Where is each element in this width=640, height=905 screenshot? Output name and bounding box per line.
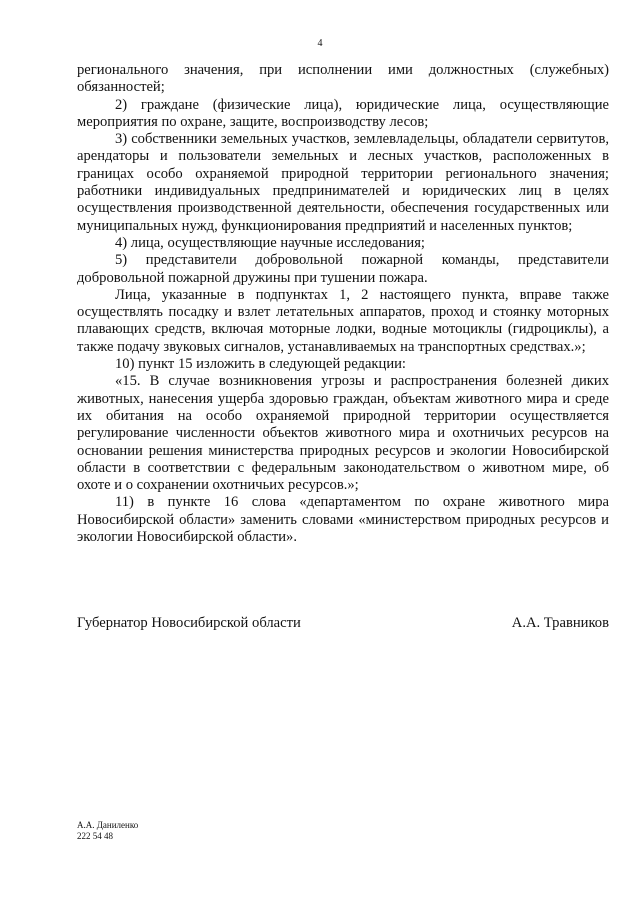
executor-name: А.А. Даниленко (77, 820, 139, 830)
executor-block (77, 820, 138, 842)
signatory-name: А.А. Травников (511, 615, 609, 631)
amendment-11: 11) в пункте 16 слова «департаментом по охране животного мира Новосибирской области» заменить словами «министерством природных ресурсов и экологии Новосибирской области». (77, 494, 609, 546)
list-item-5: 5) представители добровольной пожарной команды, представители добровольной пожарной дружины при тушении пожара. (77, 252, 609, 286)
executor-phone: 222 54 48 (77, 831, 113, 841)
amendment-10: 10) пункт 15 изложить в следующей редакции: (115, 356, 406, 373)
document-body (77, 62, 609, 546)
amendment-10-text: «15. В случае возникновения угрозы и распространения болезней диких животных, нанесения ущерба здоровью граждан, объектам животного мира и среде их обитания на особо охраняемой природной территории осуществляется регулирование численности объектов животного мира и охотничьих ресурсов на основании решения министерства природных ресурсов и экологии Новосибирской области в соответствии с федеральным законодательством о животном мире, об охоте и о сохранении охотничьих ресурсов.»; (77, 373, 609, 494)
signatory-position: Губернатор Новосибирской области (77, 615, 301, 631)
signature-block (77, 615, 609, 632)
list-item-2: 2) граждане (физические лица), юридические лица, осуществляющие мероприятия по охране, защите, воспроизводству лесов; (77, 96, 609, 130)
paragraph-continuation: регионального значения, при исполнении ими должностных (служебных) обязанностей; (77, 62, 609, 96)
page-number: 4 (317, 38, 323, 49)
list-item-4: 4) лица, осуществляющие научные исследования; (115, 234, 425, 251)
paragraph-persons: Лица, указанные в подпунктах 1, 2 настоящего пункта, вправе также осуществлять посадку и взлет летательных аппаратов, проход и стоянку моторных плавающих средств, включая моторные лодки, водные мотоциклы (гидроциклы), а также подачу звуковых сигналов, устанавливаемых на транспортных средствах.»; (77, 286, 609, 355)
list-item-3: 3) собственники земельных участков, землевладельцы, обладатели сервитутов, арендаторы и пользователи земельных и лесных участков, расположенных в границах особо охраняемой природной территории регионального значения; работники индивидуальных предпринимателей и юридических лиц в целях осуществления производственной деятельности, обеспечения государственных или муниципальных нужд, функционирования предприятий и населенных пунктов; (77, 131, 609, 234)
